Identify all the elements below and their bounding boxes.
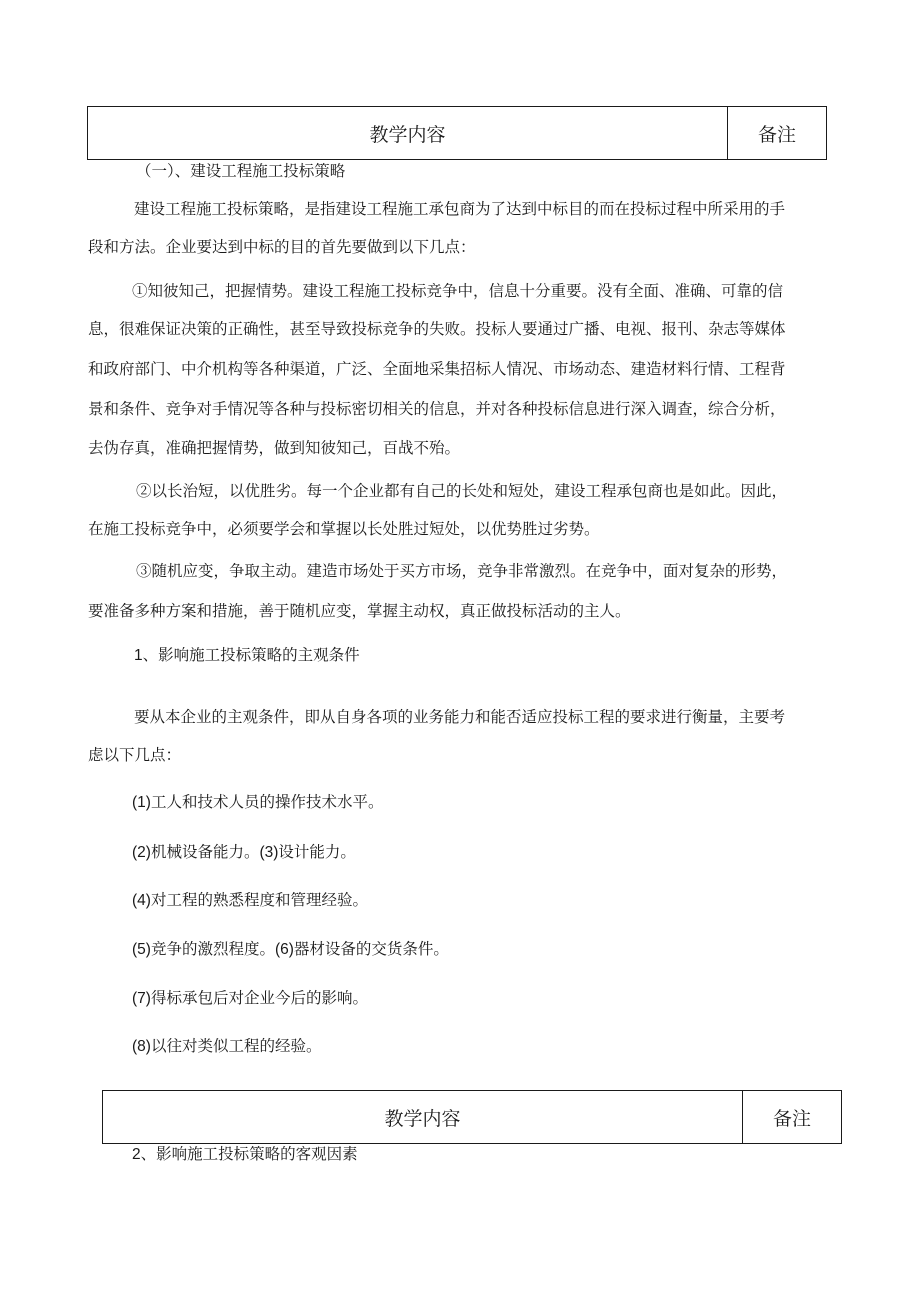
point-1-line-1: ①知彼知己，把握情势。建设工程施工投标竞争中，信息十分重要。没有全面、准确、可靠的信 — [132, 282, 784, 300]
intro-line-2: 段和方法。企业要达到中标的目的首先要做到以下几点： — [88, 238, 476, 256]
table-header-content-cell: 教学内容 — [88, 107, 728, 159]
subsection-1-intro-line-1: 要从本企业的主观条件，即从自身各项的业务能力和能否适应投标工程的要求进行衡量，主要考 — [134, 708, 786, 726]
subsection-2-title: 2、影响施工投标策略的客观因素 — [132, 1146, 358, 1163]
header-table-bottom — [102, 1090, 842, 1144]
table-header-notes-cell: 备注 — [772, 1107, 811, 1130]
factor-item: (2)机械设备能力。(3)设计能力。 — [132, 844, 356, 861]
section-title: （一）、建设工程施工投标策略 — [136, 162, 346, 180]
subsection-1-intro-line-2: 虑以下几点： — [88, 746, 182, 764]
point-2-line-1: ②以长治短，以优胜劣。每一个企业都有自己的长处和短处，建设工程承包商也是如此。因此， — [136, 482, 788, 500]
point-1-line-5: 去伪存真，准确把握情势，做到知彼知己，百战不殆。 — [88, 439, 461, 457]
header-table-top — [87, 106, 827, 160]
point-3-line-1: ③随机应变，争取主动。建造市场处于买方市场，竞争非常激烈。在竞争中，面对复杂的形势， — [136, 562, 788, 580]
table-header-content-cell: 教学内容 — [103, 1091, 743, 1143]
point-1-line-4: 景和条件、竞争对手情况等各种与投标密切相关的信息，并对各种投标信息进行深入调查，综合分析， — [88, 400, 786, 418]
factor-item: (8)以往对类似工程的经验。 — [132, 1038, 322, 1055]
factor-item: (5)竞争的激烈程度。(6)器材设备的交货条件。 — [132, 941, 449, 958]
intro-line-1: 建设工程施工投标策略，是指建设工程施工承包商为了达到中标目的而在投标过程中所采用的手 — [134, 200, 786, 218]
point-2-line-2: 在施工投标竞争中，必须要学会和掌握以长处胜过短处，以优势胜过劣势。 — [88, 520, 600, 538]
point-1-line-2: 息，很难保证决策的正确性，甚至导致投标竞争的失败。投标人要通过广播、电视、报刊、杂志等媒体 — [88, 320, 786, 338]
factor-item: (4)对工程的熟悉程度和管理经验。 — [132, 892, 368, 909]
point-3-line-2: 要准备多种方案和措施，善于随机应变，掌握主动权，真正做投标活动的主人。 — [88, 602, 631, 620]
factor-item: (1)工人和技术人员的操作技术水平。 — [132, 794, 384, 811]
factor-item: (7)得标承包后对企业今后的影响。 — [132, 990, 368, 1007]
table-header-notes-cell: 备注 — [757, 123, 796, 146]
subsection-1-title: 1、影响施工投标策略的主观条件 — [134, 647, 360, 664]
point-1-line-3: 和政府部门、中介机构等各种渠道，广泛、全面地采集招标人情况、市场动态、建造材料行情、工程背 — [88, 360, 786, 378]
